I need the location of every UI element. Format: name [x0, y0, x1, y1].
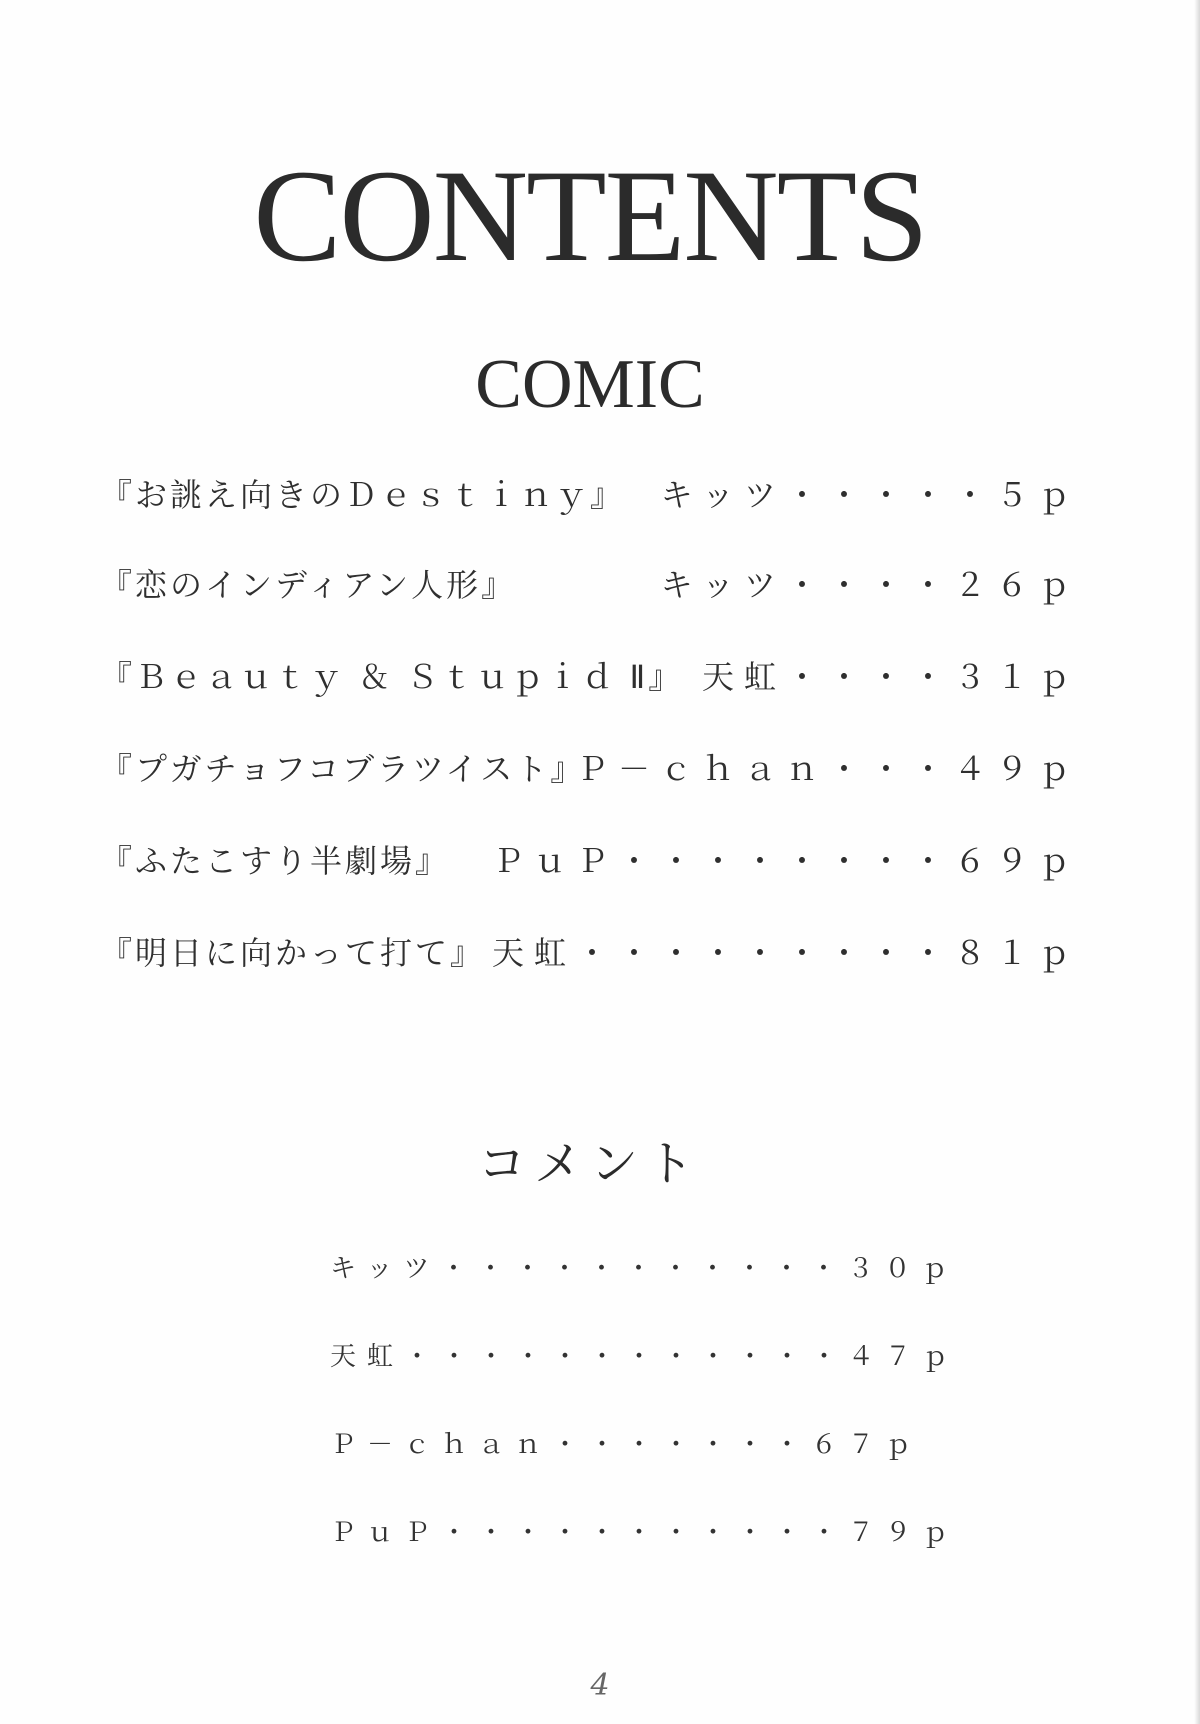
comment-entry: ＰｕＰ・・・・・・・・・・・７９ｐ — [330, 1518, 960, 1548]
toc-entry — [100, 470, 1080, 520]
comment-section-heading: コメント — [477, 1136, 702, 1192]
page-edge-shadow — [1194, 0, 1200, 1724]
toc-entry — [100, 928, 1080, 978]
contents-title: CONTENTS — [253, 142, 927, 289]
toc-entry — [100, 744, 1080, 794]
story-title: 『Ｂｅａｕｔｙ ＆ Ｓｔｕｐｉｄ Ⅱ』 — [100, 658, 684, 696]
author-page-entry: キッツ・・・・・５ｐ — [660, 476, 1080, 514]
toc-entry — [100, 652, 1080, 702]
story-title: 『明日に向かって打て』 — [100, 934, 486, 972]
toc-entry — [100, 560, 1080, 610]
author-page-entry: 天虹・・・・３１ｐ — [701, 658, 1080, 696]
author-page-entry: ＰｕＰ・・・・・・・・６９ｐ — [491, 842, 1080, 880]
story-title: 『ふたこすり半劇場』 — [100, 842, 451, 880]
author-page-entry: キッツ・・・・２６ｐ — [660, 566, 1080, 604]
page-number: 4 — [590, 1668, 610, 1703]
comment-entry: 天虹・・・・・・・・・・・・４７ｐ — [330, 1342, 960, 1372]
story-title: 『お誂え向きのＤｅｓｔｉｎｙ』 — [100, 476, 626, 514]
author-page-entry: 天虹・・・・・・・・・８１ｐ — [491, 934, 1080, 972]
toc-entry — [100, 836, 1080, 886]
comment-entry: Ｐ－ｃｈａｎ・・・・・・・６７ｐ — [330, 1430, 923, 1460]
comment-entry: キッツ・・・・・・・・・・・３０ｐ — [330, 1254, 959, 1284]
story-title: 『恋のインディアン人形』 — [100, 566, 517, 604]
author-page-entry: Ｐ－ｃｈａｎ・・・４９ｐ — [575, 750, 1080, 788]
comic-section-heading: COMIC — [475, 346, 705, 423]
story-title: 『プガチョフコブラツイスト』 — [100, 750, 586, 788]
